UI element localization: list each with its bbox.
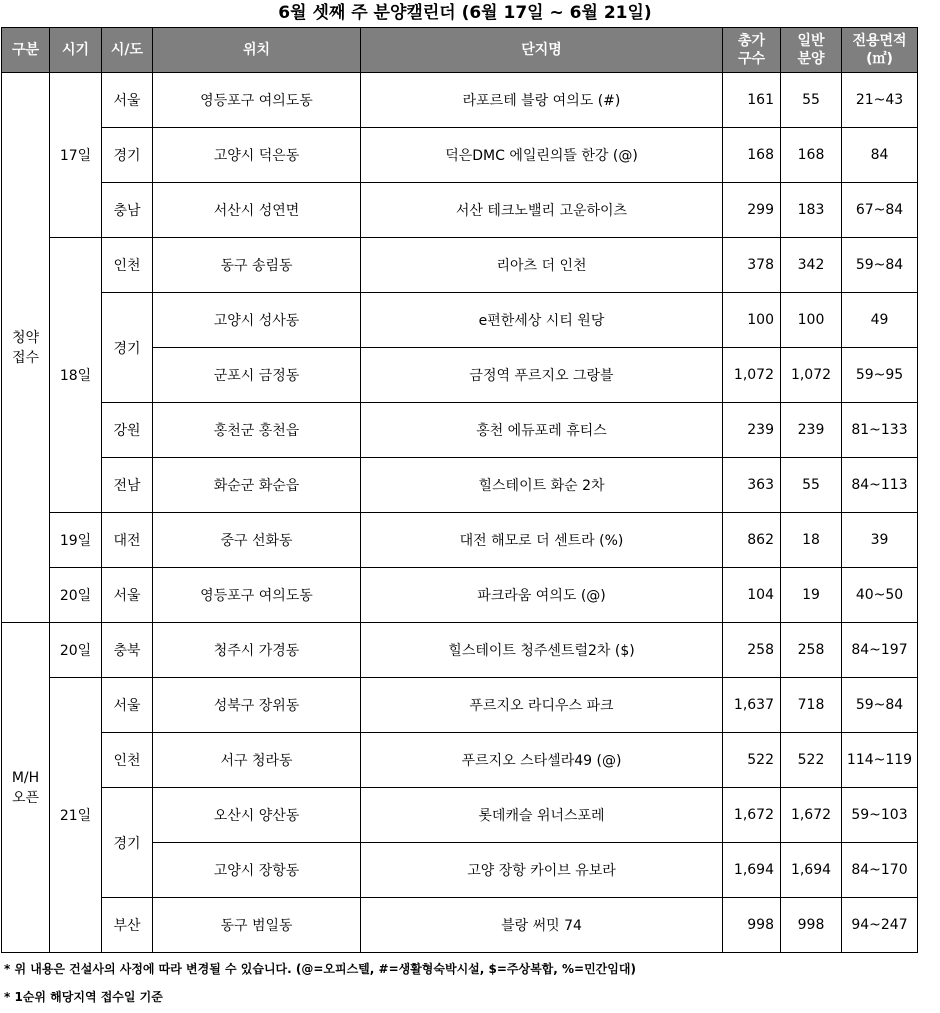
location-cell: 군포시 금정동 bbox=[153, 348, 361, 403]
region-cell: 인천 bbox=[102, 733, 153, 788]
header-total-units: 총가 구수 bbox=[723, 28, 781, 73]
general-units-cell: 100 bbox=[781, 293, 842, 348]
complex-cell: 힐스테이트 화순 2차 bbox=[361, 458, 723, 513]
region-cell: 서울 bbox=[102, 678, 153, 733]
complex-cell: 푸르지오 라디우스 파크 bbox=[361, 678, 723, 733]
table-row bbox=[2, 238, 918, 293]
region-cell: 전남 bbox=[102, 458, 153, 513]
complex-cell: e편한세상 시티 원당 bbox=[361, 293, 723, 348]
header-area: 전용면적 (㎡) bbox=[842, 28, 918, 73]
date-cell: 21일 bbox=[50, 678, 102, 953]
general-units-cell: 998 bbox=[781, 898, 842, 953]
region-cell: 경기 bbox=[102, 788, 153, 898]
header-date: 시기 bbox=[50, 28, 102, 73]
general-units-cell: 258 bbox=[781, 623, 842, 678]
area-cell: 67~84 bbox=[842, 183, 918, 238]
total-units-cell: 1,672 bbox=[723, 788, 781, 843]
general-units-cell: 522 bbox=[781, 733, 842, 788]
region-cell: 충남 bbox=[102, 183, 153, 238]
table-row bbox=[2, 513, 918, 568]
region-cell: 경기 bbox=[102, 128, 153, 183]
table-header-row bbox=[2, 28, 918, 73]
area-cell: 84 bbox=[842, 128, 918, 183]
location-cell: 동구 송림동 bbox=[153, 238, 361, 293]
area-cell: 49 bbox=[842, 293, 918, 348]
table-row bbox=[2, 293, 918, 348]
total-units-cell: 100 bbox=[723, 293, 781, 348]
complex-cell: 롯데캐슬 위너스포레 bbox=[361, 788, 723, 843]
area-cell: 40~50 bbox=[842, 568, 918, 623]
date-cell: 19일 bbox=[50, 513, 102, 568]
area-cell: 84~113 bbox=[842, 458, 918, 513]
footnotes bbox=[4, 957, 934, 1013]
total-units-cell: 239 bbox=[723, 403, 781, 458]
table-row bbox=[2, 733, 918, 788]
general-units-cell: 19 bbox=[781, 568, 842, 623]
table-row bbox=[2, 623, 918, 678]
region-cell: 충북 bbox=[102, 623, 153, 678]
table-row bbox=[2, 183, 918, 238]
category-model-house: M/H 오픈 bbox=[2, 623, 50, 953]
total-units-cell: 522 bbox=[723, 733, 781, 788]
area-cell: 21~43 bbox=[842, 73, 918, 128]
general-units-cell: 239 bbox=[781, 403, 842, 458]
table-row bbox=[2, 458, 918, 513]
table-row bbox=[2, 73, 918, 128]
complex-cell: 덕은DMC 에일린의뜰 한강 (@) bbox=[361, 128, 723, 183]
area-cell: 81~133 bbox=[842, 403, 918, 458]
table-row bbox=[2, 403, 918, 458]
region-cell: 부산 bbox=[102, 898, 153, 953]
area-cell: 59~84 bbox=[842, 678, 918, 733]
location-cell: 오산시 양산동 bbox=[153, 788, 361, 843]
sales-calendar-table bbox=[1, 27, 918, 953]
total-units-cell: 363 bbox=[723, 458, 781, 513]
total-units-cell: 299 bbox=[723, 183, 781, 238]
area-cell: 59~103 bbox=[842, 788, 918, 843]
location-cell: 영등포구 여의도동 bbox=[153, 73, 361, 128]
region-cell: 인천 bbox=[102, 238, 153, 293]
complex-cell: 서산 테크노밸리 고운하이츠 bbox=[361, 183, 723, 238]
area-cell: 94~247 bbox=[842, 898, 918, 953]
total-units-cell: 378 bbox=[723, 238, 781, 293]
complex-cell: 힐스테이트 청주센트럴2차 ($) bbox=[361, 623, 723, 678]
footnote-legend: * 위 내용은 건설사의 사정에 따라 변경될 수 있습니다. (@=오피스텔, #=생활형숙박시설, $=주상복합, %=민간임대) bbox=[4, 962, 636, 976]
location-cell: 동구 범일동 bbox=[153, 898, 361, 953]
location-cell: 중구 선화동 bbox=[153, 513, 361, 568]
location-cell: 서구 청라동 bbox=[153, 733, 361, 788]
general-units-cell: 342 bbox=[781, 238, 842, 293]
complex-cell: 홍천 에듀포레 휴티스 bbox=[361, 403, 723, 458]
general-units-cell: 18 bbox=[781, 513, 842, 568]
date-cell: 18일 bbox=[50, 238, 102, 513]
area-cell: 84~170 bbox=[842, 843, 918, 898]
region-cell: 서울 bbox=[102, 73, 153, 128]
table-row bbox=[2, 568, 918, 623]
complex-cell: 파크라움 여의도 (@) bbox=[361, 568, 723, 623]
total-units-cell: 104 bbox=[723, 568, 781, 623]
complex-cell: 금정역 푸르지오 그랑블 bbox=[361, 348, 723, 403]
page-title: 6월 셋째 주 분양캘린더 (6월 17일 ~ 6월 21일) bbox=[278, 3, 652, 23]
table-row bbox=[2, 898, 918, 953]
complex-cell: 대전 해모로 더 센트라 (%) bbox=[361, 513, 723, 568]
general-units-cell: 55 bbox=[781, 458, 842, 513]
complex-cell: 푸르지오 스타셀라49 (@) bbox=[361, 733, 723, 788]
general-units-cell: 168 bbox=[781, 128, 842, 183]
total-units-cell: 1,694 bbox=[723, 843, 781, 898]
header-complex: 단지명 bbox=[361, 28, 723, 73]
location-cell: 영등포구 여의도동 bbox=[153, 568, 361, 623]
table-row bbox=[2, 128, 918, 183]
location-cell: 홍천군 홍천읍 bbox=[153, 403, 361, 458]
region-cell: 강원 bbox=[102, 403, 153, 458]
general-units-cell: 718 bbox=[781, 678, 842, 733]
general-units-cell: 1,072 bbox=[781, 348, 842, 403]
total-units-cell: 161 bbox=[723, 73, 781, 128]
header-general-units: 일반 분양 bbox=[781, 28, 842, 73]
header-region: 시/도 bbox=[102, 28, 153, 73]
location-cell: 화순군 화순읍 bbox=[153, 458, 361, 513]
category-subscription: 청약 접수 bbox=[2, 73, 50, 623]
location-cell: 고양시 성사동 bbox=[153, 293, 361, 348]
complex-cell: 라포르테 블랑 여의도 (#) bbox=[361, 73, 723, 128]
date-cell: 17일 bbox=[50, 73, 102, 238]
location-cell: 청주시 가경동 bbox=[153, 623, 361, 678]
general-units-cell: 1,694 bbox=[781, 843, 842, 898]
area-cell: 59~84 bbox=[842, 238, 918, 293]
area-cell: 59~95 bbox=[842, 348, 918, 403]
area-cell: 114~119 bbox=[842, 733, 918, 788]
header-category: 구분 bbox=[2, 28, 50, 73]
location-cell: 서산시 성연면 bbox=[153, 183, 361, 238]
region-cell: 서울 bbox=[102, 568, 153, 623]
region-cell: 경기 bbox=[102, 293, 153, 403]
total-units-cell: 998 bbox=[723, 898, 781, 953]
complex-cell: 리아츠 더 인천 bbox=[361, 238, 723, 293]
general-units-cell: 183 bbox=[781, 183, 842, 238]
area-cell: 84~197 bbox=[842, 623, 918, 678]
total-units-cell: 168 bbox=[723, 128, 781, 183]
location-cell: 고양시 덕은동 bbox=[153, 128, 361, 183]
location-cell: 고양시 장항동 bbox=[153, 843, 361, 898]
footnote-basis: * 1순위 해당지역 접수일 기준 bbox=[4, 990, 163, 1004]
general-units-cell: 1,672 bbox=[781, 788, 842, 843]
date-cell: 20일 bbox=[50, 623, 102, 678]
date-cell: 20일 bbox=[50, 568, 102, 623]
total-units-cell: 1,072 bbox=[723, 348, 781, 403]
total-units-cell: 1,637 bbox=[723, 678, 781, 733]
complex-cell: 고양 장항 카이브 유보라 bbox=[361, 843, 723, 898]
table-row bbox=[2, 788, 918, 843]
region-cell: 대전 bbox=[102, 513, 153, 568]
total-units-cell: 862 bbox=[723, 513, 781, 568]
location-cell: 성북구 장위동 bbox=[153, 678, 361, 733]
area-cell: 39 bbox=[842, 513, 918, 568]
header-location: 위치 bbox=[153, 28, 361, 73]
general-units-cell: 55 bbox=[781, 73, 842, 128]
total-units-cell: 258 bbox=[723, 623, 781, 678]
complex-cell: 블랑 써밋 74 bbox=[361, 898, 723, 953]
table-row bbox=[2, 678, 918, 733]
